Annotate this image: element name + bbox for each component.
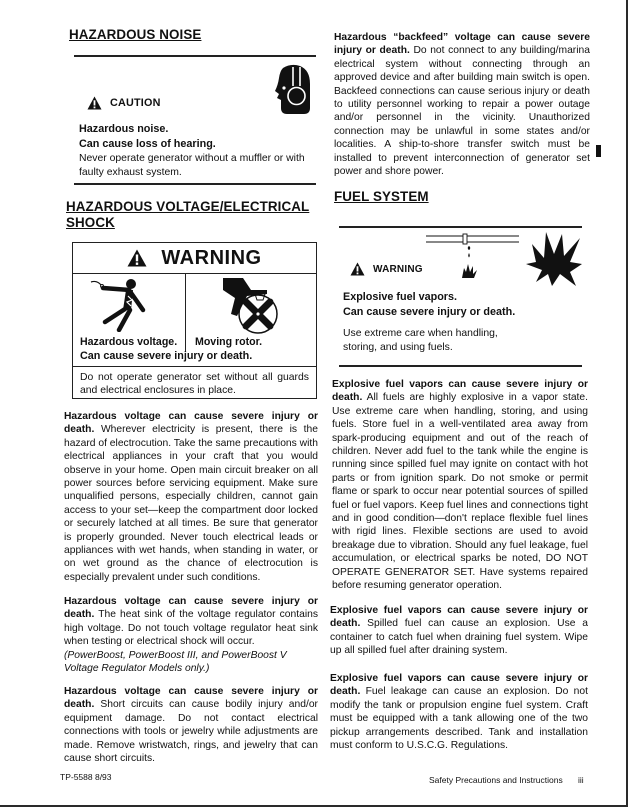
noise-hazard-consequence: Can cause loss of hearing. <box>79 138 216 150</box>
voltage-paragraph-2 <box>64 595 318 675</box>
noise-rule-bottom <box>74 183 316 185</box>
voltage-paragraph-1 <box>64 410 318 584</box>
paragraph-lead: Explosive fuel vapors can cause severe injury or death. <box>332 379 588 404</box>
voltage-heading <box>66 199 309 231</box>
hearing-protection-head-icon <box>269 64 311 116</box>
hazardous-voltage-cell <box>73 274 186 352</box>
warning-title-bar <box>73 243 316 274</box>
warning-label: WARNING <box>373 263 423 275</box>
fuel-hazard-title: Explosive fuel vapors. <box>343 291 458 303</box>
paragraph-text: Do not connect to any building/marina electrical system without connecting through an approved device and after building main switch is open. Backfeed connections can cause serious injury or death to utility personnel working to repair a power outage and/or personnel in the vicinity. Unauthorized connection may be unlawful in some states and/or localities. A ship-to-shore transfer switch must be installed to prevent interconnection of generator set power and shore power. <box>334 45 590 178</box>
paragraph-lead: Hazardous “backfeed” voltage can cause severe injury or death. <box>334 32 590 57</box>
electrocution-person-icon <box>89 276 155 332</box>
paragraph-text: All fuels are highly explosive in a vapor state. Use extreme care when handling, storing, and using fuels. Store fuel in a well-ventilated area away from spark-producing equipment and out of the reach of children. Never add fuel to the tank while the engine is running since spilled fuel may ignite on contact with hot parts or from ignition spark. Do not smoke or permit flame or spark to occur near potential sources of spilled fuel or fuel vapors. Keep fuel lines and connections tight and in good condition—don't replace flexible fuel lines with rigid lines. Flexible sections are used to avoid breakage due to vibration. Should any fuel leakage, fuel accumulation, or electrical sparks be noted, DO NOT OPERATE GENERATOR SET. Have systems repaired before resuming generator operation. <box>332 392 588 592</box>
noise-heading: HAZARDOUS NOISE <box>69 27 202 42</box>
fuel-hazard-consequence: Can cause severe injury or death. <box>343 306 516 318</box>
warning-consequence: Can cause severe injury or death. <box>80 350 253 362</box>
paragraph-lead: Hazardous voltage can cause severe injury or death. <box>64 411 318 436</box>
moving-rotor-cell <box>186 274 316 352</box>
page-number: iii <box>578 775 584 785</box>
warning-pictogram-row <box>73 274 316 352</box>
paragraph-lead: Hazardous voltage can cause severe injury or death. <box>64 686 318 711</box>
fuel-rule-bottom <box>339 365 582 367</box>
backfeed-paragraph <box>334 31 590 178</box>
warning-box-divider <box>73 366 316 367</box>
fuel-rule-top <box>339 226 582 228</box>
alert-triangle-icon <box>350 262 365 276</box>
fuel-paragraph-2 <box>330 604 588 658</box>
fuel-safety-message <box>343 290 583 355</box>
document-number: TP-5588 8/93 <box>60 772 112 782</box>
moving-rotor-label: Moving rotor. <box>195 336 263 348</box>
paragraph-lead: Hazardous voltage can cause severe injury or death. <box>64 596 318 621</box>
change-bar-marker <box>596 145 601 157</box>
noise-safety-message <box>79 122 319 180</box>
hazardous-voltage-label: Hazardous voltage. <box>80 336 178 348</box>
paragraph-text: Wherever electricity is present, there is the hazard of electrocution. Take the same precautions with electrical appliances in your craft that you would observe in your home. Open main circuit breaker on all power sources before servicing equipment. Make sure unqualified persons, especially children, cannot gain access to your set—keep the compartment door locked or securely latched at all times. Be sure that generator is properly grounded. Never touch electrical leads or appliances with wet hands, when standing in water, or on wet ground as the chance of electrocution is especially prevalent under such conditions. <box>64 424 318 583</box>
paragraph-text: Short circuits can cause bodily injury and/or equipment damage. Do not contact electrical connections with tools or jewelry while adjustments are made. Remove wristwatch, rings, and jewelry that can cause short circuits. <box>64 699 318 765</box>
warning-label: WARNING <box>161 246 262 269</box>
paragraph-text: Fuel leakage can cause an explosion. Do not modify the tank or propulsion engine fuel system. Craft must be equipped with a tank allowing one of the two pickup arrangements described. Tank and installation must conform to U.S.C.G. Regulations. <box>330 686 588 752</box>
alert-triangle-icon <box>87 96 102 110</box>
noise-hazard-title: Hazardous noise. <box>79 123 169 135</box>
voltage-heading-line2: SHOCK <box>66 215 115 230</box>
regulator-models-note: (PowerBoost, PowerBoost III, and PowerBoost V Voltage Regulator Models only.) <box>64 649 287 675</box>
voltage-heading-line1: HAZARDOUS VOLTAGE/ELECTRICAL <box>66 199 310 214</box>
footer-section-title: Safety Precautions and Instructions <box>429 775 563 785</box>
paragraph-text: Spilled fuel can cause an explosion. Use a container to catch fuel when draining fuel system. Wipe up all spilled fuel after draining system. <box>330 618 588 657</box>
paragraph-lead: Explosive fuel vapors can cause severe injury or death. <box>330 673 588 698</box>
alert-triangle-icon <box>127 249 147 267</box>
noise-rule-top <box>74 55 316 57</box>
voltage-warning-box <box>72 242 317 399</box>
fuel-warning-signal <box>350 262 423 276</box>
fuel-heading: FUEL SYSTEM <box>334 189 429 204</box>
voltage-paragraph-3 <box>64 685 318 765</box>
fuel-paragraph-1 <box>332 378 588 593</box>
paragraph-lead: Explosive fuel vapors can cause severe injury or death. <box>330 605 588 630</box>
warning-instruction: Do not operate generator set without all guards and electrical enclosures in place. <box>80 372 309 396</box>
fuel-drip-fire-icon <box>425 232 520 284</box>
noise-instruction: Never operate generator without a muffler or with faulty exhaust system. <box>79 153 305 178</box>
fuel-paragraph-3 <box>330 672 588 752</box>
moving-rotor-icon <box>221 276 279 334</box>
fuel-instruction: Use extreme care when handling, storing, and using fuels. <box>343 328 498 353</box>
caution-label: CAUTION <box>110 97 161 109</box>
explosion-icon <box>524 230 584 288</box>
noise-caution-signal <box>87 96 161 110</box>
paragraph-text: The heat sink of the voltage regulator contains high voltage. Do not touch voltage regulator heat sink when testing or electrical shock will occur. <box>64 609 318 648</box>
